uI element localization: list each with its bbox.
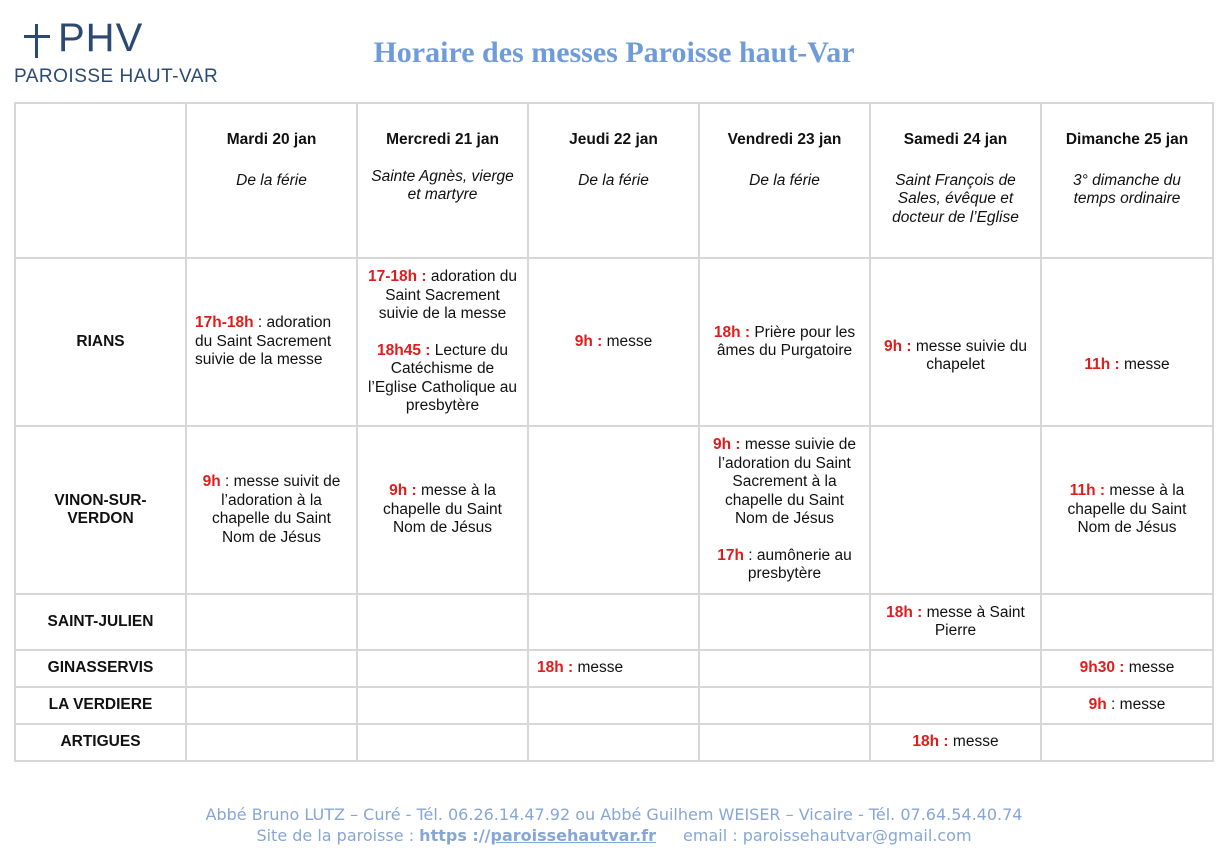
day-header: Jeudi 22 jan De la férie bbox=[528, 103, 699, 258]
footer-links bbox=[0, 825, 1222, 846]
schedule-cell: 9h : messe suivie du chapelet bbox=[870, 258, 1041, 426]
day-header: Samedi 24 jan Saint François de Sales, évêque et docteur de l’Eglise bbox=[870, 103, 1041, 258]
corner-cell bbox=[15, 103, 186, 258]
schedule-cell: 9h : messe suivit de l’adoration à la chapelle du Saint Nom de Jésus bbox=[186, 426, 357, 594]
row-artigues bbox=[15, 724, 1213, 761]
schedule-cell: 17-18h : adoration du Saint Sacrement suivie de la messe 18h45 : Lecture du Catéchisme de l’Eglise Catholique au presbytère bbox=[357, 258, 528, 426]
site-label: Site de la paroisse : bbox=[256, 826, 420, 845]
schedule-cell: 18h : messe bbox=[870, 724, 1041, 761]
schedule-cell bbox=[528, 594, 699, 650]
day-header: Mardi 20 jan De la férie bbox=[186, 103, 357, 258]
schedule-cell bbox=[1041, 594, 1213, 650]
schedule-cell bbox=[528, 426, 699, 594]
site-protocol: https : bbox=[419, 826, 479, 845]
schedule-cell bbox=[357, 650, 528, 687]
schedule-cell: 9h : messe suivie de l’adoration du Saint Sacrement à la chapelle du Saint Nom de Jésus 17h : aumônerie au presbytère bbox=[699, 426, 870, 594]
row-vinon bbox=[15, 426, 1213, 594]
schedule-cell bbox=[870, 426, 1041, 594]
logo-name: PAROISSE HAUT-VAR bbox=[14, 66, 219, 87]
schedule-cell bbox=[699, 687, 870, 724]
email-link[interactable]: email : paroissehautvar@gmail.com bbox=[683, 826, 972, 845]
schedule-cell: 9h : messe bbox=[1041, 687, 1213, 724]
footer-contact: Abbé Bruno LUTZ – Curé - Tél. 06.26.14.47.92 ou Abbé Guilhem WEISER – Vicaire - Tél. 07.64.54.40.74 bbox=[205, 805, 1023, 824]
schedule-cell: 18h : Prière pour les âmes du Purgatoire bbox=[699, 258, 870, 426]
page-title: Horaire des messes Paroisse haut-Var bbox=[373, 36, 855, 69]
schedule-cell: 9h : messe à la chapelle du Saint Nom de Jésus bbox=[357, 426, 528, 594]
site-separator: // bbox=[478, 826, 491, 845]
location-label: RIANS bbox=[15, 258, 186, 426]
days-header-row bbox=[15, 103, 1213, 258]
schedule-cell bbox=[186, 724, 357, 761]
location-label: ARTIGUES bbox=[15, 724, 186, 761]
schedule-cell bbox=[186, 650, 357, 687]
schedule-cell: 9h : messe bbox=[528, 258, 699, 426]
schedule-cell: 11h : messe à la chapelle du Saint Nom de Jésus bbox=[1041, 426, 1213, 594]
row-rians bbox=[15, 258, 1213, 426]
location-label: SAINT-JULIEN bbox=[15, 594, 186, 650]
schedule-cell: 17h-18h : adoration du Saint Sacrement suivie de la messe bbox=[186, 258, 357, 426]
schedule-cell bbox=[186, 594, 357, 650]
schedule-cell bbox=[357, 687, 528, 724]
schedule-cell bbox=[357, 594, 528, 650]
location-label: GINASSERVIS bbox=[15, 650, 186, 687]
schedule-cell bbox=[870, 687, 1041, 724]
row-la-verdiere bbox=[15, 687, 1213, 724]
schedule-cell bbox=[1041, 724, 1213, 761]
row-saint-julien bbox=[15, 594, 1213, 650]
site-link[interactable]: paroissehautvar.fr bbox=[490, 826, 657, 845]
logo-mark: PHV bbox=[58, 16, 144, 60]
location-label: LA VERDIERE bbox=[15, 687, 186, 724]
schedule-cell bbox=[357, 724, 528, 761]
schedule-cell bbox=[528, 724, 699, 761]
schedule-cell bbox=[870, 650, 1041, 687]
schedule-cell: 18h : messe à Saint Pierre bbox=[870, 594, 1041, 650]
schedule-cell bbox=[699, 594, 870, 650]
schedule-cell bbox=[186, 687, 357, 724]
day-header: Dimanche 25 jan 3° dimanche du temps ordinaire bbox=[1041, 103, 1213, 258]
schedule-table bbox=[14, 102, 1214, 762]
schedule-cell bbox=[699, 724, 870, 761]
day-header: Vendredi 23 jan De la férie bbox=[699, 103, 870, 258]
schedule-cell bbox=[528, 687, 699, 724]
schedule-cell: 18h : messe bbox=[528, 650, 699, 687]
schedule-cell: 11h : messe bbox=[1041, 258, 1213, 426]
schedule-cell bbox=[699, 650, 870, 687]
location-label: VINON-SUR-VERDON bbox=[15, 426, 186, 594]
row-ginasservis bbox=[15, 650, 1213, 687]
day-header: Mercredi 21 jan Sainte Agnès, vierge et martyre bbox=[357, 103, 528, 258]
schedule-cell: 9h30 : messe bbox=[1041, 650, 1213, 687]
